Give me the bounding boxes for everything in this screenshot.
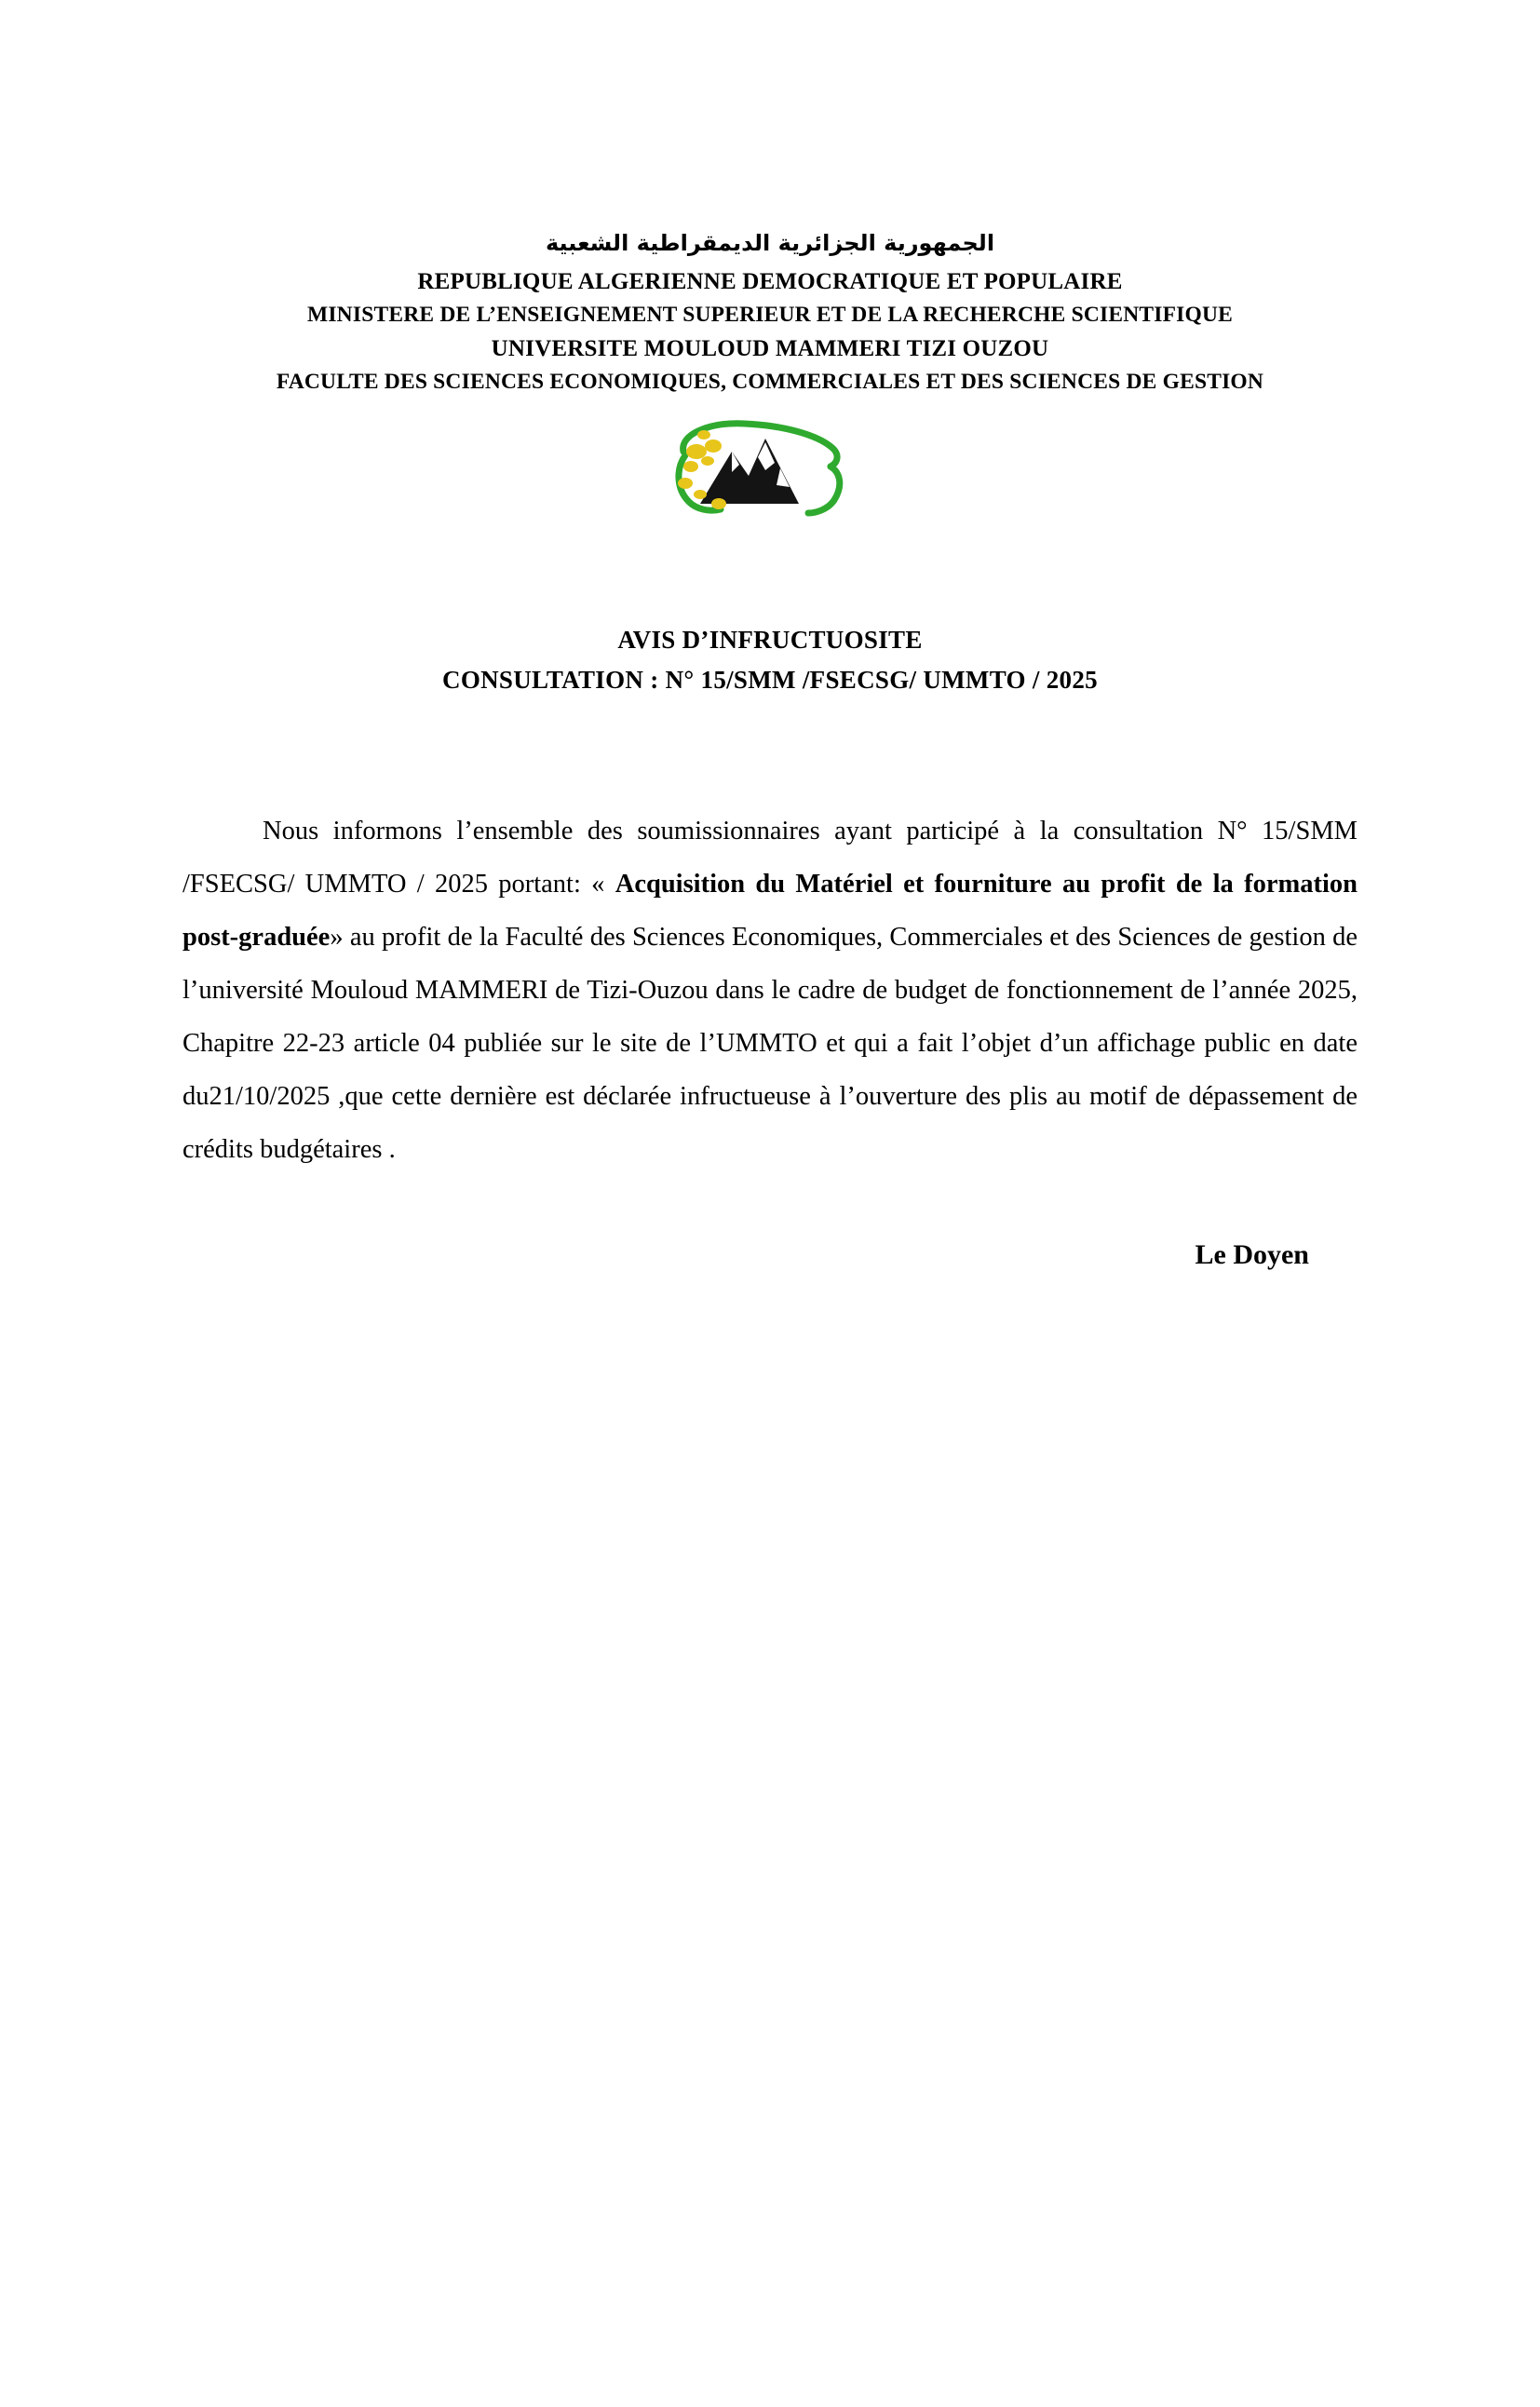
header-republic-line: REPUBLIQUE ALGERIENNE DEMOCRATIQUE ET POPULAIRE — [417, 269, 1123, 294]
header-university-line: UNIVERSITE MOULOUD MAMMERI TIZI OUZOU — [491, 335, 1049, 361]
title-consultation: CONSULTATION : N° 15/SMM /FSECSG/ UMMTO / 2025 — [442, 665, 1098, 694]
document-header — [0, 229, 1540, 399]
header-arabic-line: الجمهورية الجزائرية الديمقراطية الشعبية — [545, 230, 995, 256]
logo-container — [0, 419, 1540, 521]
ummto-mountain-logo-icon — [635, 414, 905, 526]
document-title — [0, 620, 1540, 700]
body-part-two: » au profit de la Faculté des Sciences Economiques, Commerciales et des Sciences de gestion de l’université Mouloud MAMMERI de Tizi-Ouzou dans le cadre de budget de fonctionnement de l’année 2025, Chapitre 22-23 article 04 publiée sur le site de l’UMMTO et qui a fait l’objet d’un affichage public en date du21/10/2025 ,que cette dernière est déclarée infructueuse à l’ouverture des plis au motif de dépassement de crédits budgétaires . — [182, 922, 1358, 1164]
header-ministry-line: MINISTERE DE L’ENSEIGNEMENT SUPERIEUR ET DE LA RECHERCHE SCIENTIFIQUE — [306, 303, 1234, 327]
body-bold-object: Acquisition du Matériel et fourniture au profit de la formation post-graduée — [182, 869, 1358, 952]
body-part-one: Nous informons l’ensemble des soumissionnaires ayant participé à la consultation N° 15/SMM /FSECSG/ UMMTO / 2025 portant: « — [182, 816, 1358, 899]
signature-block: Le Doyen — [1195, 1238, 1309, 1270]
document-body — [182, 805, 1358, 1176]
header-faculty-line: FACULTE DES SCIENCES ECONOMIQUES, COMMERCIALES ET DES SCIENCES DE GESTION — [276, 369, 1264, 394]
title-avis: AVIS D’INFRUCTUOSITE — [617, 625, 923, 654]
document-page — [0, 229, 1540, 2407]
